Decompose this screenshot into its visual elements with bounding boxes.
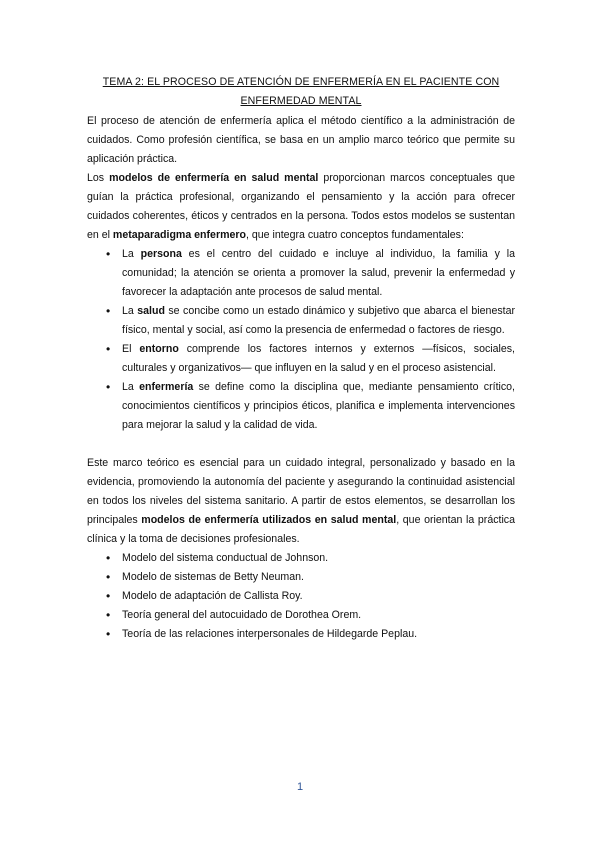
list-item-model: • Teoría general del autocuidado de Dorothea Orem.: [87, 606, 515, 625]
paragraph-spacer: [87, 435, 515, 454]
paragraph-framework-post: , que orientan la práctica clínica y la toma de decisiones profesionales.: [87, 514, 515, 545]
paragraph-framework-bold: modelos de enfermería utilizados en salud mental: [141, 514, 397, 526]
list-item-pre: La: [122, 305, 138, 317]
title-line-2: ENFERMEDAD MENTAL: [240, 95, 362, 107]
concepts-list: [87, 245, 515, 435]
page-number: 1: [296, 781, 304, 793]
paragraph-framework-pre: Este marco teórico es esencial para un cuidado integral, personalizado y basado en la evidencia, promoviendo la autonomía del paciente y asegurando la continuidad asistencial en todos los niveles del sistema sanitario. A partir de estos elementos, se desarrollan los principales: [87, 457, 515, 526]
list-item-persona: [87, 245, 515, 302]
list-item-salud: [87, 302, 515, 340]
list-item-model: • Modelo de adaptación de Callista Roy.: [87, 587, 515, 606]
page-content: [87, 73, 515, 644]
paragraph-models: [87, 169, 515, 245]
paragraph-models-pre: Los: [87, 172, 110, 184]
list-item-bold: salud: [137, 305, 165, 317]
paragraph-models-post: , que integra cuatro conceptos fundamentales:: [245, 229, 464, 241]
paragraph-intro: El proceso de atención de enfermería aplica el método científico a la administración de cuidados. Como profesión científica, se basa en un amplio marco teórico que permite su aplicación práctica.: [87, 115, 515, 165]
list-item-text: se define como la disciplina que, mediante pensamiento crítico, conocimientos científicos y principios éticos, planifica e implementa intervenciones para mejorar la salud y la calidad de vida.: [122, 381, 515, 431]
list-item-text: es el centro del cuidado e incluye al individuo, la familia y la comunidad; la atención se orienta a promover la salud, prevenir la enfermedad y favorecer la adaptación ante procesos de salud mental.: [122, 248, 515, 298]
list-item-enfermeria: [87, 378, 515, 435]
paragraph-framework: [87, 454, 515, 549]
document-title: [87, 73, 515, 111]
list-item-pre: El: [122, 343, 140, 355]
title-line-1: TEMA 2: EL PROCESO DE ATENCIÓN DE ENFERMERÍA EN EL PACIENTE CON: [102, 76, 500, 88]
list-item-model: • Modelo de sistemas de Betty Neuman.: [87, 568, 515, 587]
list-item-model: • Teoría de las relaciones interpersonales de Hildegarde Peplau.: [87, 625, 515, 644]
list-item-pre: La: [122, 381, 140, 393]
list-item-text: se concibe como un estado dinámico y subjetivo que abarca el bienestar físico, mental y social, así como la presencia de enfermedad o factores de riesgo.: [122, 305, 515, 336]
list-item-entorno: [87, 340, 515, 378]
list-item-model: • Modelo del sistema conductual de Johnson.: [87, 549, 515, 568]
list-item-bold: persona: [140, 248, 182, 260]
list-item-pre: La: [122, 248, 141, 260]
list-item-bold: enfermería: [139, 381, 194, 393]
list-item-bold: entorno: [139, 343, 179, 355]
models-list: [87, 549, 515, 644]
paragraph-models-bold-2: metaparadigma enfermero: [112, 229, 246, 241]
list-item-text: comprende los factores internos y externos —físicos, sociales, culturales y organizativos— que influyen en la salud y en el proceso asistencial.: [122, 343, 515, 374]
paragraph-models-mid: proporcionan marcos conceptuales que guían la práctica profesional, organizando el pensamiento y la acción para ofrecer cuidados coherentes, éticos y centrados en la persona. Todos estos modelos se sustentan en el: [87, 172, 515, 241]
paragraph-models-bold-1: modelos de enfermería en salud mental: [109, 172, 319, 184]
